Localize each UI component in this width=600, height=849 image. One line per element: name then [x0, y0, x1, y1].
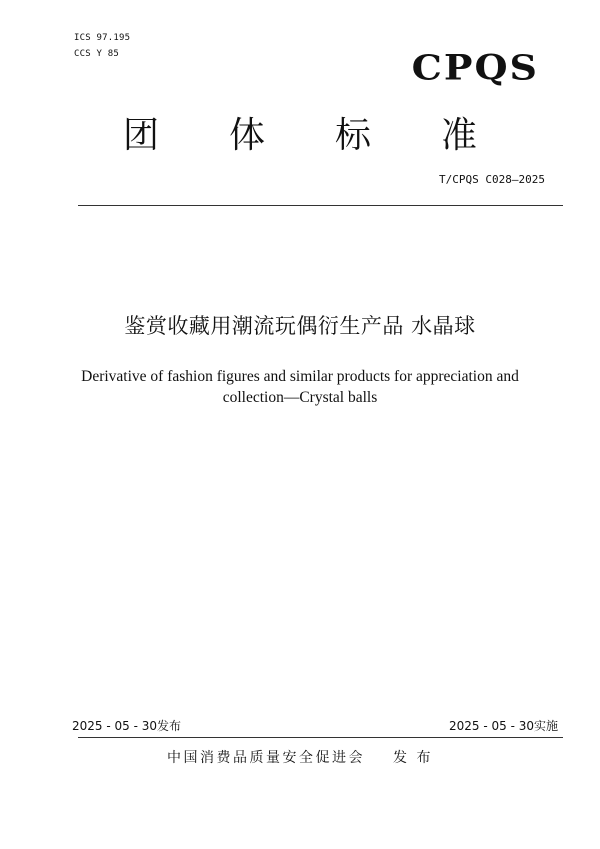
issuer-line — [0, 751, 600, 765]
title-english: Derivative of fashion figures and similar products for appreciation and collection—Crystal balls — [81, 368, 519, 406]
document-type-char: 团 — [122, 115, 159, 156]
ics-code: ICS 97.195 — [74, 33, 131, 43]
publish-date-value: 2025 - 05 - 30 — [72, 719, 157, 733]
document-type-char: 体 — [228, 115, 265, 156]
issuer-name: 中国消费品质量安全促进会 — [167, 750, 366, 766]
document-type-char: 标 — [335, 115, 372, 156]
title-chinese: 鉴赏收藏用潮流玩偶衍生产品 水晶球 — [124, 314, 476, 338]
cpqs-logo: CPQS — [411, 46, 539, 88]
document-number: T/CPQS C028—2025 — [439, 173, 545, 186]
ccs-code: CCS Y 85 — [74, 49, 119, 59]
implement-label: 实施 — [533, 719, 558, 733]
document-type-heading — [0, 115, 600, 156]
bottom-divider — [78, 737, 563, 738]
document-type-char: 准 — [441, 115, 478, 156]
implement-date — [449, 720, 558, 732]
top-divider — [78, 205, 563, 206]
issuer-action: 发 布 — [393, 750, 433, 766]
publish-date — [72, 720, 181, 732]
publish-label: 发布 — [157, 719, 182, 733]
implement-date-value: 2025 - 05 - 30 — [448, 719, 534, 733]
